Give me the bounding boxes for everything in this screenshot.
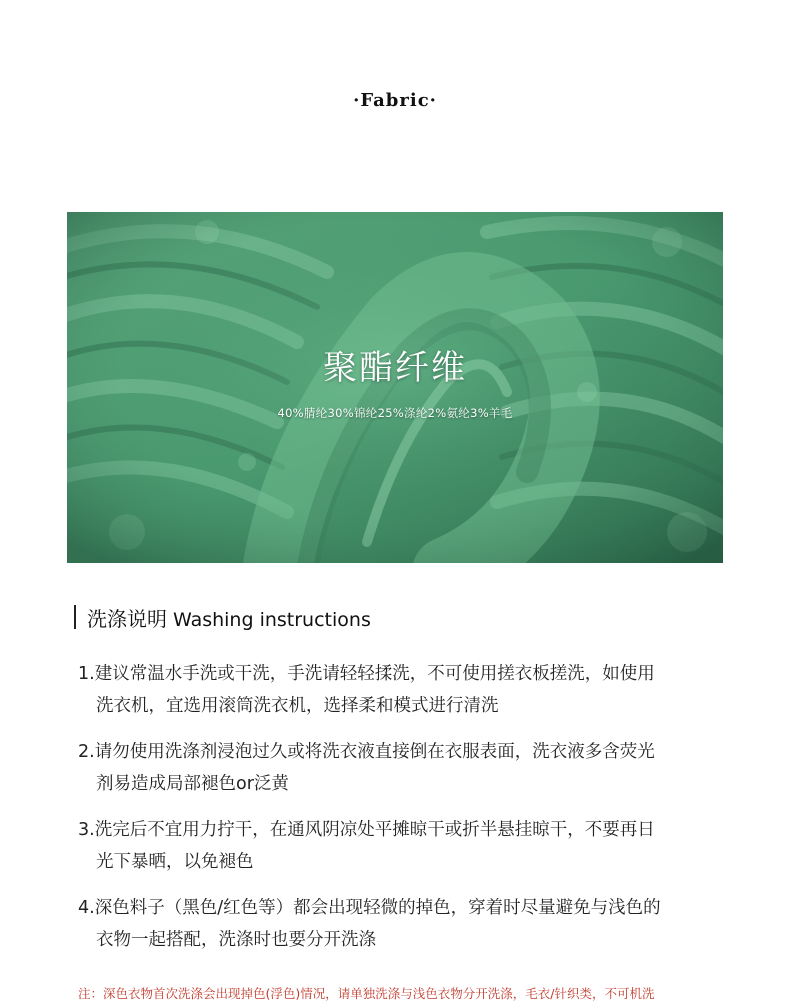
instruction-line: 2.请勿使用洗涤剂浸泡过久或将洗衣液直接倒在衣服表面，洗衣液多含荧光 [78,742,655,762]
washing-section-heading [74,604,371,630]
washing-heading-text [87,603,371,632]
instruction-item [78,658,728,722]
instruction-line: 衣物一起搭配，洗涤时也要分开洗涤 [96,930,376,950]
fabric-knit-image [67,212,723,563]
washing-instructions-list [78,658,728,970]
instruction-item [78,892,728,956]
instruction-line: 光下暴晒，以免褪色 [96,852,254,872]
instruction-line: 3.洗完后不宜用力拧干，在通风阴凉处平摊晾干或折半悬挂晾干，不要再日 [78,820,655,840]
instruction-line: 4.深色料子（黑色/红色等）都会出现轻微的掉色，穿着时尽量避免与浅色的 [78,898,661,918]
instruction-line: 1.建议常温水手洗或干洗，手洗请轻轻揉洗，不可使用搓衣板搓洗，如使用 [78,664,655,684]
washing-heading-en: Washing instructions [173,608,371,631]
instruction-item [78,814,728,878]
instruction-line: 剂易造成局部褪色or泛黄 [96,774,289,794]
material-name: 聚酯纤维 [323,348,467,388]
washing-note: 注：深色衣物首次洗涤会出现掉色(浮色)情况，请单独洗涤与浅色衣物分开洗涤，毛衣/针织类，不可机洗 [78,986,655,1001]
instruction-line: 洗衣机，宜选用滚筒洗衣机，选择柔和模式进行清洗 [96,696,499,716]
material-composition: 40%腈纶30%锦纶25%涤纶2%氨纶3%羊毛 [277,406,513,420]
heading-accent-bar [74,605,76,629]
fabric-heading: ·Fabric· [353,90,437,111]
washing-heading-cn: 洗涤说明 [87,606,167,631]
instruction-item [78,736,728,800]
